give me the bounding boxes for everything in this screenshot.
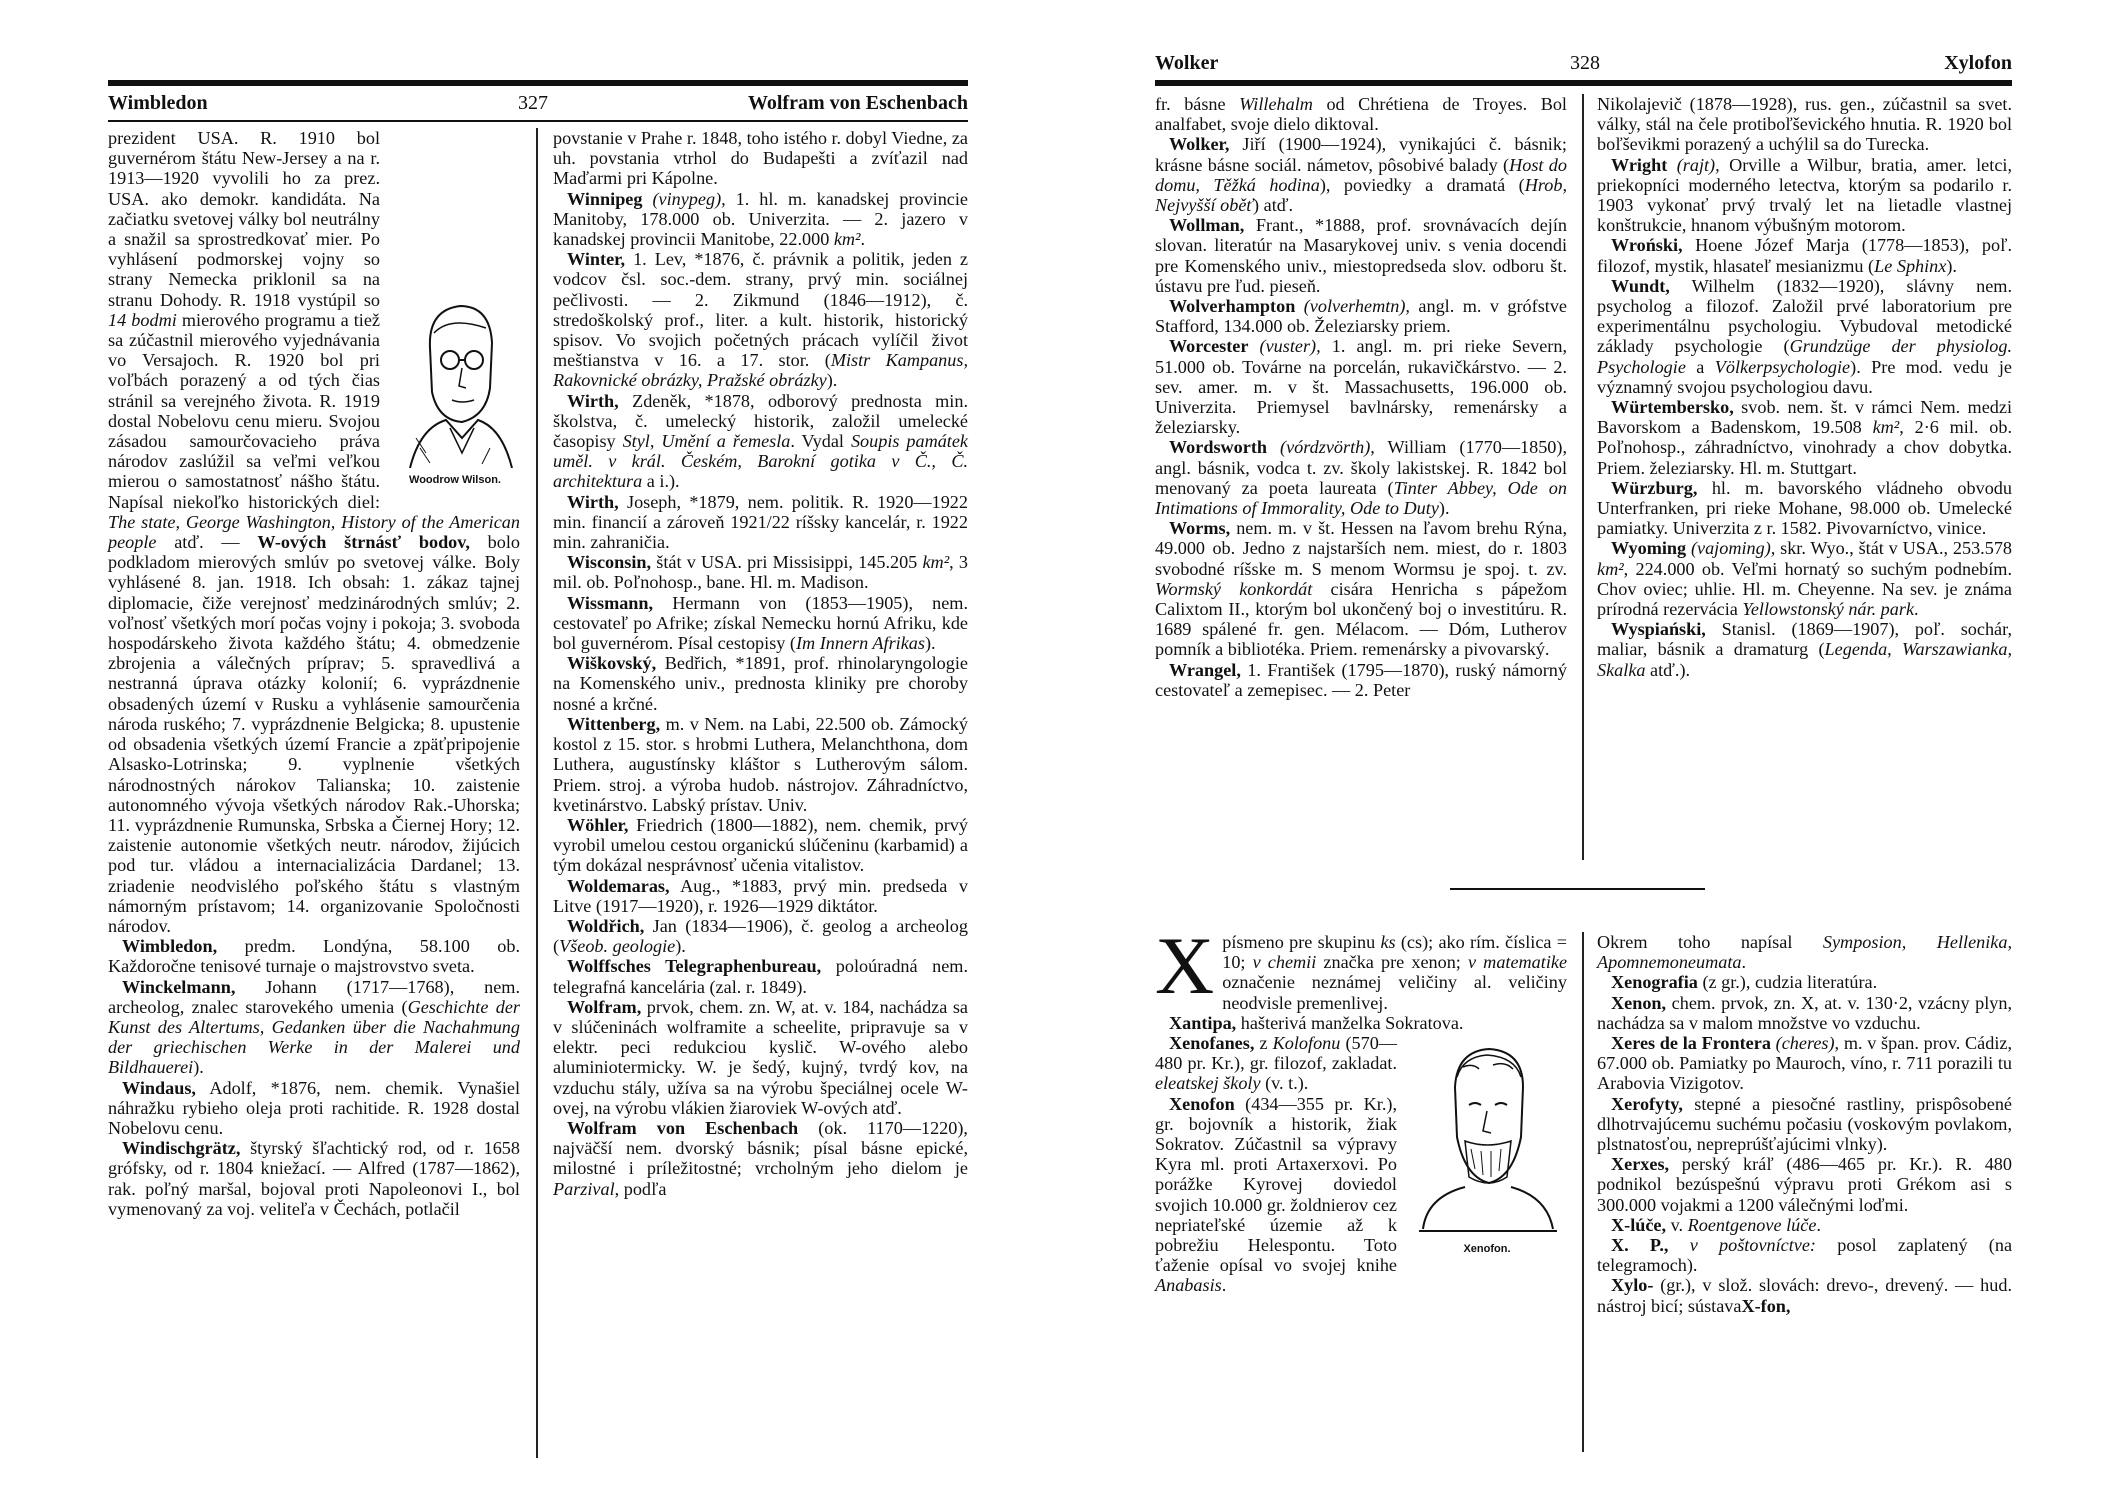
entry-headword: Worms, (1169, 518, 1231, 539)
entry-text: Friedrich (1800—1882), nem. chemik, prvý vyrobil umelou cestou organickú slúčeninu (karbamid) a tým dokázal nesprávnosť učenia vitalistov. (553, 814, 968, 876)
page-header (108, 92, 968, 122)
entry-text: William (1770—1850), angl. básnik, vodca t. zv. školy lakistskej. R. 1842 bol menovaný za poeta laureata ( (1155, 437, 1567, 498)
entry-text: atď.). (1645, 659, 1691, 680)
column-divider (536, 128, 538, 1458)
entry-italic-text: (cheres), (1770, 1033, 1840, 1054)
entry-text: . (1914, 599, 1919, 620)
dictionary-entry (1155, 296, 1567, 336)
entry-italic-text: Im Innern Afrikas (795, 633, 925, 654)
dictionary-entry (1597, 1094, 2012, 1155)
dictionary-entry (108, 1138, 520, 1219)
entry-continuation (1155, 920, 1568, 1013)
entry-text: (gr.), v slož. slovách: drevo-, drevený. — (1653, 1275, 1981, 1296)
entry-headword: Winckelmann, (122, 976, 236, 997)
dictionary-entry (553, 714, 968, 815)
entry-italic-text: Völkerpsychologie (1714, 356, 1851, 377)
entry-text: 1. Lev, *1876, č. právnik a politik, jeden z vodcov čsl. soc.-dem. strany, prvý min. sociálnej pečlivosti. — 2. Zikmund (1846—1912), č. stredoškolský prof., liter. a kult. historik, historický spisov. Vo svojich početných prácach vylíčil život meštianstva v 16. a 17. stor. ( (553, 249, 968, 371)
entry-headword: Wirth, (567, 390, 619, 411)
section-separator (1450, 888, 1705, 890)
entry-text: perský kráľ (486—465 pr. Kr.). R. 480 podnikol bezúspešnú výpravu proti Grékom asi s 300.000 vojakmi a 1200 válečnými loďmi. (1597, 1154, 2012, 1215)
entry-headword: Xerxes, (1611, 1154, 1670, 1175)
entry-text: Johann (1717—1768), nem. archeolog, znalec starovekého umenia ( (108, 976, 520, 1017)
entry-text: z (1254, 1033, 1273, 1054)
entry-headword: Xeres de la Frontera (1611, 1033, 1771, 1054)
page-header (1155, 52, 2012, 82)
entry-text: (434—355 pr. Kr.), gr. bojovník a historik, žiak Sokratov. Zúčastnil sa výpravy Kyra ml. proti Artaxerxovi. Po porážke Kyrovej doviedol svojich 10.000 gr. žoldnierov cez nepriateľské územie až k pobrežiu Helespontu. Toto ťaženie opísal vo svojej knihe (1155, 1093, 1397, 1276)
x-column-2 (1597, 932, 2012, 1316)
entry-italic-text: Le Sphinx (1874, 255, 1947, 276)
entry-italic-text: Parzival (553, 1178, 615, 1199)
entry-headword: X. P., (1611, 1235, 1669, 1256)
entry-italic-text: (vuster), (1248, 336, 1321, 357)
entry-headword: Wimbledon, (122, 936, 218, 957)
entry-text: poloúradná nem. telegrafná kancelária (zal. r. 1849). (553, 956, 968, 997)
header-rule (108, 120, 968, 122)
entry-italic-text: (vajoming), (1686, 538, 1776, 559)
entry-text: ). (826, 370, 838, 391)
entry-text: nem. m. v št. Hessen na ľavom brehu Rýna, 49.000 ob. Jedno z najstarších nem. miest, do r. 1803 svobodné ríšske m. S menom Wormsu je spoj. t. zv. (1155, 518, 1567, 579)
header-right-word: Xylofon (1944, 52, 2012, 74)
entry-text: . (1741, 952, 1747, 973)
entry-text: štát v USA. pri Missisippi, 145.205 (651, 552, 923, 573)
entry-text: (z gr.), cudzia literatúra. (1697, 972, 1878, 993)
entry-italic-text: Anabasis (1155, 1275, 1222, 1296)
entry-text: atď. — (156, 532, 258, 553)
entry-text: Nikolajevič (1878—1928), rus. gen., zúčastnil sa svet. války, stál na čele protiboľševického hnutia. R. 1920 bol boľševikmi porazený a uchýlil sa do Turecka. (1597, 94, 2012, 155)
entry-text: hašterivá manželka Sokratova. (1236, 1012, 1464, 1033)
entry-headword: Wöhler, (567, 814, 629, 835)
entry-headword: Woldřich, (567, 915, 645, 936)
entry-headword: Xenofanes, (1169, 1033, 1255, 1054)
entry-headword: Wolker, (1169, 134, 1230, 155)
entry-italic-text: Host do domu, Těžká hodina (1155, 154, 1567, 195)
entry-italic-text: Roentgenove lúče (1687, 1214, 1817, 1235)
entry-text: 1. František (1795—1870), ruský námorný cestovateľ a zemepisec. — 2. Peter (1155, 659, 1567, 700)
entry-text: , 224.000 ob. Veľmi hornatý so suchým podnebím. Chov oviec; uhlie. Hl. m. Cheyenne. Na sev. je známa prírodná rezervácia (1597, 558, 2012, 620)
dictionary-entry (1597, 1215, 2012, 1235)
dictionary-entry (1597, 1154, 2012, 1215)
entry-continuation (553, 128, 968, 189)
dictionary-entry (1155, 1013, 1567, 1033)
entry-text: povstanie v Prahe r. 1848, toho istého r. dobyl Viedne, za uh. povstania vtrhol do Budapešti a zvíťazil nad Maďarmi pri Kápolne. (553, 128, 968, 189)
entry-italic-text: Yellowstonský nár. park (1742, 599, 1915, 620)
entry-italic-text: (vinypeg), (642, 188, 726, 209)
wilson-portrait-icon (390, 288, 520, 468)
page-number: 328 (1570, 52, 1600, 74)
entry-continuation (1597, 932, 2012, 972)
entry-headword: Wolverhampton (1169, 296, 1296, 317)
column-1 (1155, 94, 1567, 700)
entry-italic-text: Willehalm (1239, 94, 1313, 114)
dictionary-entry (108, 977, 520, 1078)
entry-text: chem. prvok, zn. X, at. v. 130·2, vzácny plyn, nachádza sa v malom množstve vo vzduchu. (1597, 992, 2012, 1033)
dictionary-entry (1597, 993, 2012, 1033)
entry-text: Zdeněk, *1878, odborový prednosta min. školstva, č. umelecký historik, založil umelecké časopisy (553, 390, 968, 452)
entry-text: hud. nástroj bicí; sústava (1597, 1275, 2012, 1316)
entry-text: , podľa (614, 1178, 667, 1199)
entry-italic-text: Styl, Umění a řemesla (622, 431, 791, 452)
entry-headword: Xerofyty, (1611, 1093, 1683, 1114)
entry-text: ), poviedky a dramatá ( (1319, 174, 1525, 195)
entry-italic-text: (vórdzvörth), (1267, 437, 1375, 458)
entry-italic-text: Všeob. geologie (559, 936, 676, 957)
entry-text: (570—480 pr. Kr.), gr. filozof, zakladat. (1155, 1033, 1397, 1074)
entry-text: Stanisl. (1869—1907), poľ. sochár, maliar, básnik a dramaturg ( (1597, 619, 2012, 660)
dictionary-entry (1155, 134, 1567, 215)
entry-headword: Wirth, (567, 491, 619, 512)
entry-headword: Windischgrätz, (122, 1138, 241, 1159)
entry-text (1668, 1235, 1689, 1255)
entry-italic-text: km² (922, 552, 950, 573)
entry-headword: Wittenberg, (567, 713, 661, 734)
entry-headword: Woldemaras, (567, 875, 670, 896)
entry-headword: Winter, (567, 249, 626, 270)
figure-caption: Xenofon. (1463, 1243, 1511, 1256)
entry-headword: Winnipeg (567, 188, 643, 209)
entry-text: skr. Wyo., štát v USA., 253.578 (1775, 538, 2013, 559)
entry-headword: Wordsworth (1169, 437, 1268, 458)
entry-text: ). (193, 1057, 204, 1078)
entry-italic-text: Soupis památek uměl. v král. Českém, Barokní gotika v Č., Č. architektura (553, 431, 968, 492)
portrait-figure (390, 288, 520, 490)
entry-text: Wilhelm (1832—1920), slávny nem. psycholog a filozof. Založil prvé laboratorium pre experimentálnu psychologiu. Vybudoval metodické základy psychologie ( (1597, 275, 2012, 357)
entry-headword: Wright (1611, 154, 1668, 175)
entry-headword: Xantipa, (1169, 1012, 1237, 1033)
dictionary-entry (1597, 1235, 2012, 1275)
dictionary-entry (1155, 215, 1567, 296)
entry-text: cisára Henricha s pápežom Calixtom II., ktorým bol ukončený boj o investitúru. R. 1689 spálené fr. gen. Mélacom. — Dóm, Lutherov pomník a bibliotéka. Priem. remenársky a pivovarský. (1155, 578, 1568, 660)
entry-text: Hoene Józef Marja (1778—1853), poľ. filozof, mystik, hlasateľ mesianizmu ( (1597, 235, 2012, 276)
top-rule (108, 80, 968, 86)
dictionary-entry (553, 1118, 968, 1199)
dictionary-entry (1597, 397, 2012, 478)
dictionary-entry (553, 916, 968, 956)
entry-headword: Xenofon (1169, 1093, 1235, 1114)
entry-headword: Xenon, (1611, 992, 1667, 1013)
dictionary-entry (553, 956, 968, 996)
dictionary-entry (1597, 538, 2012, 619)
entry-text: prezident USA. R. 1910 bol guvernérom štátu New-Jersey a na r. 1913—1920 vyvolili ho za prez. USA. ako demokr. kandidáta. Na začiatku svetovej války bol neutrálny a snažil sa sprostredkovať mier. Po vyhlásení podmorskej vojny so strany Nemecka priklonil sa na stranu Dohody. R. 1918 vystúpil so (108, 128, 380, 310)
entry-text: m. v špan. prov. Cádiz, 67.000 ob. Pamiatky po Mauroch, víno, r. 711 porazili tu Arabovia Vizigotov. (1597, 1033, 2013, 1094)
entry-headword: Wrangel, (1169, 659, 1241, 680)
entry-text: bolo podkladom mierových smlúv po svetovej válke. Boly vyhlásené 8. jan. 1918. Ich obsah: 1. zákaz tajnej diplomacie, čiže verejnosť medzinárodných smlúv; 2. voľnosť všetkých morí počas vojny i pokoja; 3. svoboda hospodárskeho života každého štátu; 4. obmedzenie zbrojenia a válečných príprav; 5. spravedlivá a nestranná úprava otázky kolonií; 6. vyprázdnenie obsadených území v Rusku a vyhlásenie samourčenia národa ruského; 7. vyprázdnenie Belgicka; 8. upustenie od obsadenia všetkých území Francie a zpäťpripojenie Alsasko-Lotrinska; 9. vyplnenie všetkých národnostných nárokov Talianska; 10. zaistenie autonomného vývoja všetkých národov Rak.-Uhorska; 11. vyprázdnenie Rumunska, Srbska a Čiernej Hory; 12. zaistenie autonomie všetkých neutr. národov, žijúcich pod tur. vládou a internacializácia Dardanel; 13. zriadenie neodvislého poľského štátu s vlastným námorným prístavom; 14. organizovanie Spoločnosti národov. (108, 532, 521, 936)
dictionary-entry (553, 593, 968, 654)
entry-text: ). (924, 633, 936, 654)
column-divider (1582, 94, 1584, 860)
dictionary-entry (553, 391, 968, 492)
entry-text: (cs); ako rím. číslica = 10; (1222, 932, 1567, 973)
entry-text: ). (1438, 498, 1450, 519)
entry-headword: Wolfram, (567, 996, 642, 1017)
dictionary-entry (553, 552, 968, 592)
entry-headword: Wissmann, (567, 592, 654, 613)
entry-text: . (1816, 1214, 1821, 1235)
entry-text: ). (675, 936, 686, 957)
entry-text: Jiří (1900—1924), vynikajúci č. básnik; krásne básne sociál. námetov, pôsobivé balady ( (1155, 134, 1567, 175)
entry-text: prvok, chem. zn. W, at. v. 184, nachádza sa v slúčeninách wolframite a scheelite, pripravuje sa v elektr. peci redukciou kyslič. W-ového alebo aluminiotermicky. W. je šedý, kujný, tvrdý kov, na vzduchu stály, užíva sa na výrobu špeciálnej ocele W-ovej, na výrobu vlákien žiaroviek W-ových atď. (553, 996, 968, 1118)
entry-headword: Wiškovský, (567, 653, 657, 674)
dictionary-entry (1597, 155, 2012, 236)
entry-text: písmeno pre skupinu (1222, 932, 1381, 952)
dictionary-entry (108, 1078, 520, 1139)
entry-headword: Wyspiański, (1611, 619, 1706, 640)
entry-continuation (1155, 94, 1567, 134)
column-2 (1597, 94, 2012, 680)
dictionary-entry (553, 997, 968, 1118)
entry-italic-text: The state, George Washington, History of the American people (108, 511, 520, 553)
entry-italic-text: (volverhemtn), (1295, 296, 1410, 317)
entry-italic-text: ks (1380, 932, 1396, 952)
entry-text: štyrský šľachtický rod, od r. 1658 grófsky, od r. 1804 kniežací. — Alfred (1787—1862), rak. poľný maršal, bojoval proti Napoleonovi I., bol vymenovaný za voj. veliteľa v Čechách, potlačil (108, 1138, 520, 1219)
entry-text: a (1685, 356, 1715, 377)
entry-text: Frant., *1888, prof. srovnávacích dejín slovan. literatúr na Masarykovej univ. s venia docendi pre Komenského univ., miestopredseda slov. odboru št. ústavu pre ľud. pieseň. (1155, 215, 1567, 296)
entry-text: Bedřich, *1891, prof. rhinolaryngologie na Komenského univ., prednosta kliniky pre choroby nosné a krčné. (553, 653, 968, 714)
right-page (1055, 0, 2110, 1500)
entry-italic-text: v matematike (1467, 952, 1568, 973)
dictionary-entry (553, 815, 968, 876)
dictionary-entry (553, 653, 968, 714)
entry-text: predm. Londýna, 58.100 ob. Každoročne tenisové turnaje o majstrovstvo sveta. (108, 936, 520, 977)
entry-headword: Würzburg, (1611, 477, 1698, 498)
entry-text: fr. básne (1155, 94, 1240, 114)
entry-italic-text: km² (1872, 417, 1900, 438)
header-right-word: Wolfram von Eschenbach (747, 92, 968, 114)
dictionary-entry (553, 492, 968, 553)
entry-headword: Wroński, (1611, 235, 1683, 256)
dictionary-entry (1597, 972, 2012, 992)
entry-text: Orville a Wilbur, bratia, amer. letci, priekopníci moderného letectva, ktorým sa podarilo r. 1903 vykonať prvý trvalý let na lietadle vlastnej konštrukcie, hnanom výbušným motorom. (1597, 154, 2012, 236)
entry-italic-text: Mistr Kampanus, Rakovnické obrázky, Pražské obrázky (553, 350, 968, 391)
entry-italic-text: Geschichte der Kunst des Altertums, Gedanken über die Nachahmung der griechischen Werke in der Malerei und Bildhauerei (108, 996, 520, 1078)
xenofon-bust-icon (1407, 1037, 1567, 1237)
entry-italic-text: eleatskej školy (1155, 1073, 1261, 1094)
column-divider (1582, 932, 1584, 1452)
entry-text: svob. nem. št. v rámci Nem. medzi Bavorskom a Badenskom, 19.508 (1597, 397, 2012, 438)
entry-text: v. (1666, 1214, 1688, 1235)
dictionary-entry (1155, 518, 1567, 659)
entry-text: mierového programu a tiež sa zúčastnil mierového vyjednávania vo Versajoch. R. 1920 bol pri voľbách porazený a od tých čias stránil sa verejného života. R. 1919 dostal Nobelovu cenu mieru. Svojou zásadou samourčovacieho práva národov zaslúžil sa veľmi veľkou mierou o samostatnosť nášho štátu. Napísal niekoľko historických diel: (108, 309, 380, 512)
entry-italic-text: Wormský konkordát (1155, 578, 1313, 599)
dictionary-entry (1597, 619, 2012, 680)
entry-text: Jan (1834—1906), č. geolog a archeolog ( (553, 915, 968, 957)
entry-text: , 2·6 mil. ob. Poľnohosp., záhradníctvo, vinohrady a chov dobytka. Priem. železiarsky. Hl. m. Stuttgart. (1597, 417, 2013, 478)
column-2 (553, 128, 968, 1199)
header-left-word: Wimbledon (108, 92, 208, 114)
entry-text: angl. m. v grófstve Stafford, 134.000 ob. Železiarsky priem. (1155, 296, 1567, 337)
entry-headword: Wolffsches Telegraphenbureau, (567, 956, 822, 977)
dictionary-entry (1597, 235, 2012, 275)
entry-text: ). (1946, 255, 1957, 276)
dictionary-entry (1155, 336, 1567, 437)
dictionary-entry (1597, 478, 2012, 539)
dictionary-entry (1155, 437, 1567, 518)
entry-headword: Xenografia (1611, 972, 1698, 993)
entry-headword: Wolfram von Eschenbach (567, 1117, 799, 1138)
entry-text: značka pre xenon; (1316, 952, 1468, 973)
dictionary-entry (1597, 1033, 2012, 1094)
entry-text: (ok. 1170—1220), najväčší nem. dvorský básnik; písal básne epické, milostné i príležitostné; vrcholným jeho dielom je (553, 1117, 968, 1179)
entry-text: . (1221, 1275, 1227, 1296)
entry-text: , 3 mil. ob. Poľnohosp., bane. Hl. m. Madison. (553, 552, 969, 593)
entry-text: posol zaplatený (na telegramoch). (1597, 1235, 2013, 1276)
dictionary-entry (553, 876, 968, 916)
drop-cap-letter: X (1155, 920, 1215, 1011)
entry-text: Okrem toho napísal (1597, 932, 1823, 952)
entry-text: ) atď. (1253, 195, 1294, 216)
dictionary-entry (553, 189, 968, 250)
entry-continuation (1597, 94, 2012, 155)
dictionary-entry (553, 249, 968, 390)
dictionary-entry (1597, 1275, 2012, 1315)
entry-italic-text: km² (1597, 558, 1624, 579)
entry-headword: Worcester (1169, 336, 1249, 357)
entry-subheadword: W-ových štrnásť bodov, (257, 532, 470, 553)
column-1 (108, 128, 520, 1219)
page-number: 327 (518, 92, 548, 114)
entry-italic-text: v chemii (1252, 952, 1317, 973)
entry-italic-text: Symposion, Hellenika, Apomnemoneumata (1597, 932, 2012, 973)
bust-figure (1407, 1037, 1567, 1259)
dictionary-entry (1597, 276, 2012, 397)
entry-text: stepné a piesočné rastliny, prispôsobené dlhotrvajúcemu suchému počasiu (voskovým povlakom, plstnatosťou, nepreprúšťajúcimi vlnky). (1597, 1093, 2012, 1155)
entry-continuation (108, 128, 520, 936)
entry-italic-text: Hrob, Nejvyšší oběť (1155, 174, 1567, 216)
entry-headword: Wollman, (1169, 215, 1245, 236)
entry-text: Aug., *1883, prvý min. predseda v Litve (1917—1920), r. 1926—1929 diktátor. (553, 875, 968, 916)
dictionary-entry (1155, 660, 1567, 700)
entry-text: (v. t.). (1260, 1073, 1309, 1094)
entry-text: označenie neznámej veličiny al. veličiny neodvisle premenlivej. (1222, 972, 1567, 1013)
entry-text: Adolf, *1876, nem. chemik. Vynašiel náhražku rybieho oleja proti rachitide. R. 1928 dostal Nobelovu cenu. (108, 1077, 520, 1138)
entry-text: Hermann von (1853—1905), nem. cestovateľ po Afrike; získal Nemecku hornú Afriku, kde bol guvernérom. Písal cestopisy ( (553, 592, 968, 654)
entry-italic-text: Kolofonu (1272, 1033, 1341, 1054)
dictionary-entry (108, 936, 520, 976)
entry-italic-text: v poštovníctve: (1689, 1235, 1816, 1256)
entry-text: hl. m. bavorského vládneho obvodu Unterfranken, pri rieke Mohane, 98.000 ob. Umelecké pamiatky. Univerzita z r. 1582. Pivovarníctvo, vinice. (1597, 477, 2012, 539)
entry-text: . Vydal (790, 431, 851, 452)
entry-italic-text: km² (833, 229, 861, 250)
entry-text: 1. angl. m. pri rieke Severn, 51.000 ob. Továrne na porcelán, rukavičkárstvo. — 2. sev. amer. m. v št. Massachusetts, 196.000 ob. Univerzita. Priemysel bavlnársky, remenársky a železiarsky. (1155, 336, 1567, 438)
figure-caption: Woodrow Wilson. (409, 474, 501, 486)
entry-italic-text: Tinter Abbey, Ode on Intimations of Immorality, Ode to Duty (1155, 477, 1567, 519)
x-column-1 (1155, 920, 1568, 1296)
header-left-word: Wolker (1155, 52, 1219, 74)
entry-headword: Wisconsin, (567, 552, 652, 573)
entry-headword: Wyoming (1611, 538, 1687, 559)
entry-text: Joseph, *1879, nem. politik. R. 1920—1922 min. financií a zároveň 1921/22 ríšsky kancelár, r. 1922 min. zahraničia. (553, 491, 968, 553)
entry-text: 1. hl. m. kanadskej provincie Manitoby, 178.000 ob. Univerzita. — 2. jazero v kanadskej provincii Manitobe, 22.000 (553, 188, 969, 250)
entry-subheadword: X-fon, (1741, 1295, 1791, 1316)
entry-headword: Wundt, (1611, 275, 1670, 296)
entry-headword: Windaus, (122, 1077, 196, 1098)
entry-headword: Würtembersko, (1611, 397, 1734, 418)
entry-text: ). Pre mod. vedu je významný svojou psychologiou davu. (1597, 356, 2012, 397)
entry-text: . (860, 229, 866, 250)
entry-headword: X-lúče, (1611, 1214, 1667, 1235)
entry-headword: Xylo- (1611, 1275, 1654, 1296)
header-rule (1155, 82, 2012, 84)
entry-italic-text: 14 bodmi (108, 309, 177, 330)
entry-italic-text: Grundzüge der physiolog. Psychologie (1597, 336, 2012, 377)
entry-text: a i.). (642, 471, 680, 492)
entry-italic-text: (rajt), (1667, 154, 1720, 175)
entry-text: m. v Nem. na Labi, 22.500 ob. Zámocký kostol z 15. stor. s hrobmi Luthera, Melanchthona, dom Luthera, augustínsky kláštor s Lutherovým sálom. Priem. stroj. a výroba hudob. nástrojov. Záhradníctvo, kvetinárstvo. Labský prístav. Univ. (553, 713, 968, 815)
entry-italic-text: Legenda, Warszawianka, Skalka (1597, 639, 2013, 680)
entry-text: od Chrétiena de Troyes. Bol analfabet, svoje dielo diktoval. (1155, 94, 1567, 135)
